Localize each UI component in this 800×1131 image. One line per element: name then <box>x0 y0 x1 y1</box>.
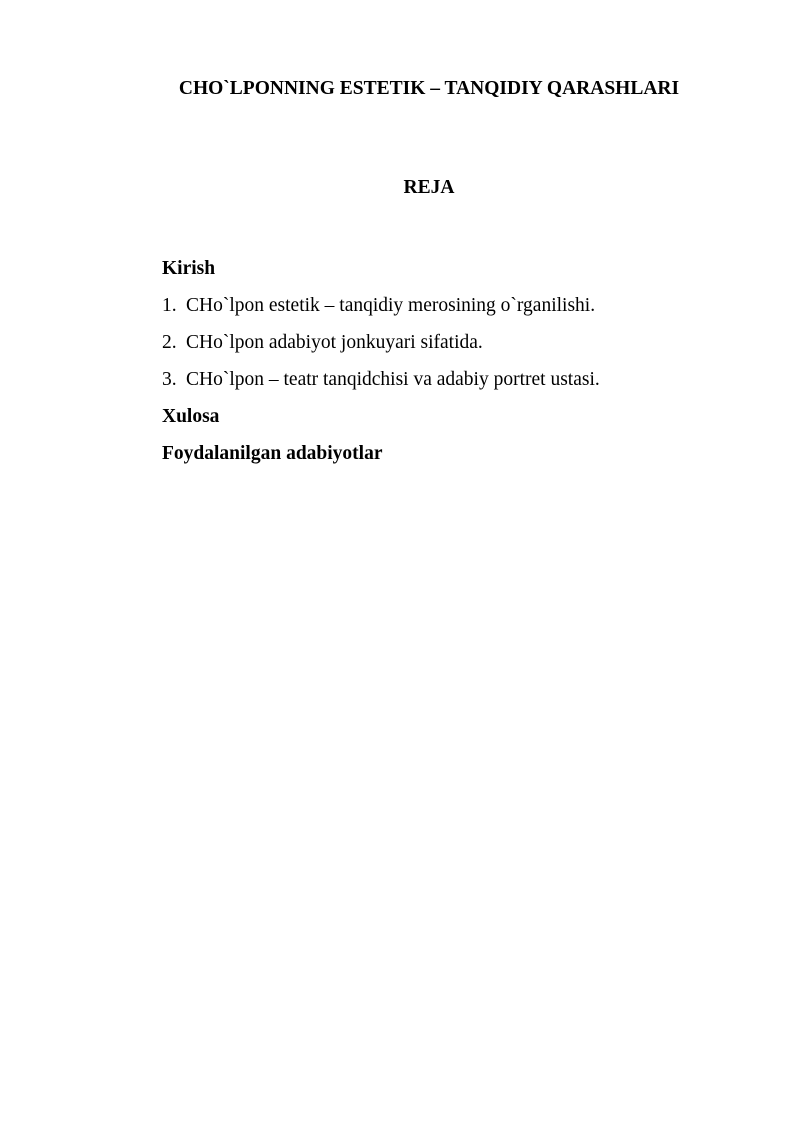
plan-item <box>162 287 762 324</box>
plan-item-text: CHo`lpon adabiyot jonkuyari sifatida. <box>186 332 483 353</box>
plan-list <box>162 250 762 472</box>
document-title: CHO`LPONNING ESTETIK – TANQIDIY QARASHLARI <box>178 78 680 99</box>
plan-conclusion: Xulosa <box>162 406 220 427</box>
plan-intro: Kirish <box>162 258 216 279</box>
plan-item-number: 3. <box>162 369 177 390</box>
plan-heading: REJA <box>403 177 455 198</box>
plan-item <box>162 361 762 398</box>
plan-item-text: CHo`lpon estetik – tanqidiy merosining o`rganilishi. <box>186 295 596 316</box>
plan-item <box>162 324 762 361</box>
plan-item-text: CHo`lpon – teatr tanqidchisi va adabiy portret ustasi. <box>186 369 600 390</box>
plan-references: Foydalanilgan adabiyotlar <box>162 443 383 464</box>
plan-item-number: 2. <box>162 332 177 353</box>
plan-item-number: 1. <box>162 295 177 316</box>
